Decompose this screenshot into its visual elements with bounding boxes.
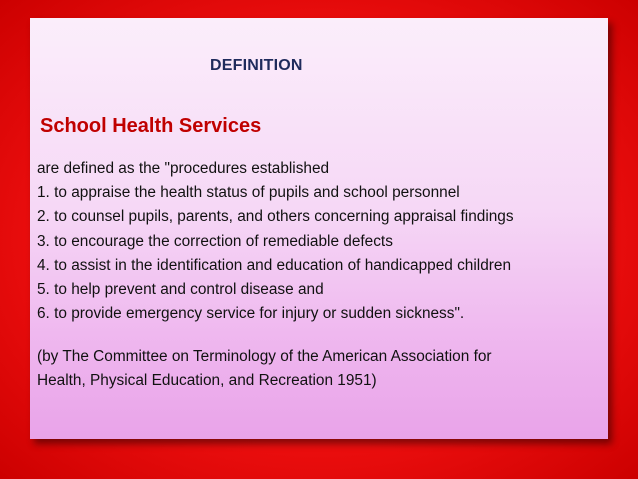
citation-line: (by The Committee on Terminology of the American Association for xyxy=(37,348,492,365)
slide-title: School Health Services xyxy=(40,115,262,137)
definition-body xyxy=(37,157,605,326)
definition-item: 6. to provide emergency service for injury or sudden sickness". xyxy=(37,305,465,323)
slide-heading: DEFINITION xyxy=(210,57,303,74)
definition-intro: are defined as the "procedures established xyxy=(37,160,330,177)
definition-item: 3. to encourage the correction of remediable defects xyxy=(37,232,393,250)
definition-item: 4. to assist in the identification and education of handicapped children xyxy=(37,256,512,274)
citation-line: Health, Physical Education, and Recreation 1951) xyxy=(37,372,377,390)
definition-item: 2. to counsel pupils, parents, and others concerning appraisal findings xyxy=(37,208,514,226)
citation xyxy=(37,345,605,393)
definition-item: 1. to appraise the health status of pupils and school personnel xyxy=(37,184,460,202)
definition-item: 5. to help prevent and control disease and xyxy=(37,281,324,299)
